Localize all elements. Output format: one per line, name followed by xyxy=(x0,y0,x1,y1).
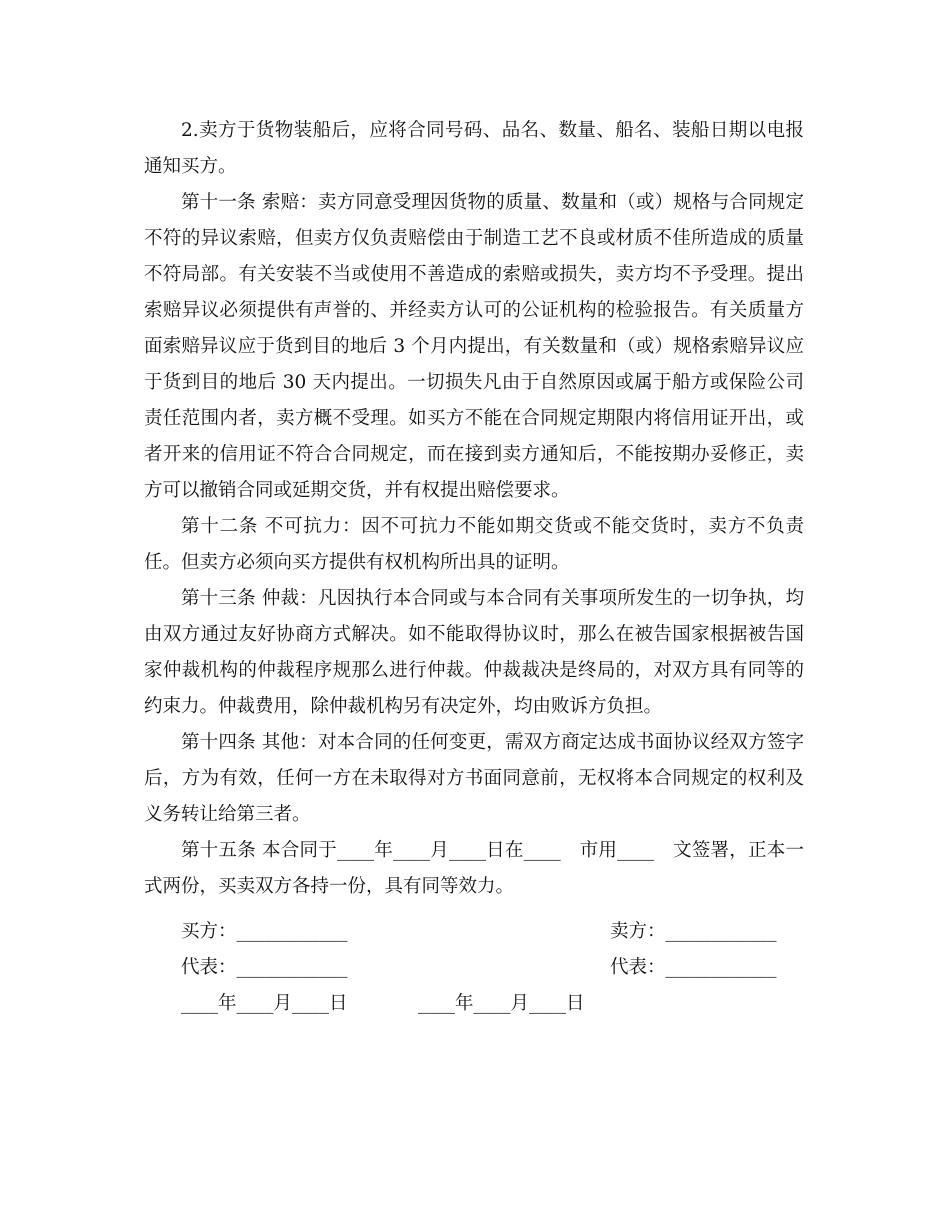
clause-11-claims: 第十一条 索赔：卖方同意受理因货物的质量、数量和（或）规格与合同规定不符的异议索赔，但卖方仅负责赔偿由于制造工艺不良或材质不佳所造成的质量不符局部。有关安装不当或使用不善造成的索赔或损失，卖方均不予受理。提出索赔异议必须提供有声誉的、并经卖方认可的公证机构的检验报告。有关质量方面索赔异议应于货到目的地后 3 个月内提出，有关数量和（或）规格索赔异议应于货到目的地后 30 天内提出。一切损失凡由于自然原因或属于船方或保险公司责任范围内者，卖方概不受理。如买方不能在合同规定期限内将信用证开出，或者开来的信用证不符合合同规定，而在接到卖方通知后，不能按期办妥修正，卖方可以撤销合同或延期交货，并有权提出赔偿要求。 xyxy=(144,192,804,501)
seller-signature xyxy=(610,914,777,950)
buyer-date: ____年____月____日 xyxy=(181,993,348,1014)
buyer-blank: ____________ xyxy=(236,921,348,942)
seller-date: ____年____月____日 xyxy=(418,993,585,1014)
buyer-rep-label: 代表： xyxy=(181,957,237,978)
seller-label: 卖方： xyxy=(610,921,666,942)
seller-rep-blank: ____________ xyxy=(665,957,777,978)
clause-14-other: 第十四条 其他：对本合同的任何变更，需双方商定达成书面协议经双方签字后，方为有效，任何一方在未取得对方书面同意前，无权将本合同规定的权利及义务转让给第三者。 xyxy=(144,732,804,825)
seller-blank: ____________ xyxy=(665,921,777,942)
seller-representative xyxy=(610,950,777,986)
buyer-rep-blank: ____________ xyxy=(236,957,348,978)
clause-15-signing: 第十五条 本合同于____年____月____日在____ 市用____ 文签署，正本一式两份，买卖双方各持一份，具有同等效力。 xyxy=(144,840,804,897)
seller-rep-label: 代表： xyxy=(610,957,666,978)
buyer-signature xyxy=(181,914,348,950)
buyer-label: 买方： xyxy=(181,921,237,942)
contract-body xyxy=(144,113,804,905)
clause-13-arbitration: 第十三条 仲裁：凡因执行本合同或与本合同有关事项所发生的一切争执，均由双方通过友好协商方式解决。如不能取得协议时，那么在被告国家根据被告国家仲裁机构的仲裁程序规那么进行仲裁。仲裁裁决是终局的，对双方具有同等的约束力。仲裁费用，除仲裁机构另有决定外，均由败诉方负担。 xyxy=(144,588,804,717)
clause-10-item-2: 2.卖方于货物装船后，应将合同号码、品名、数量、船名、装船日期以电报通知买方。 xyxy=(144,120,804,177)
clause-12-force-majeure: 第十二条 不可抗力：因不可抗力不能如期交货或不能交货时，卖方不负责任。但卖方必须向买方提供有权机构所出具的证明。 xyxy=(144,516,804,573)
buyer-representative xyxy=(181,950,348,986)
